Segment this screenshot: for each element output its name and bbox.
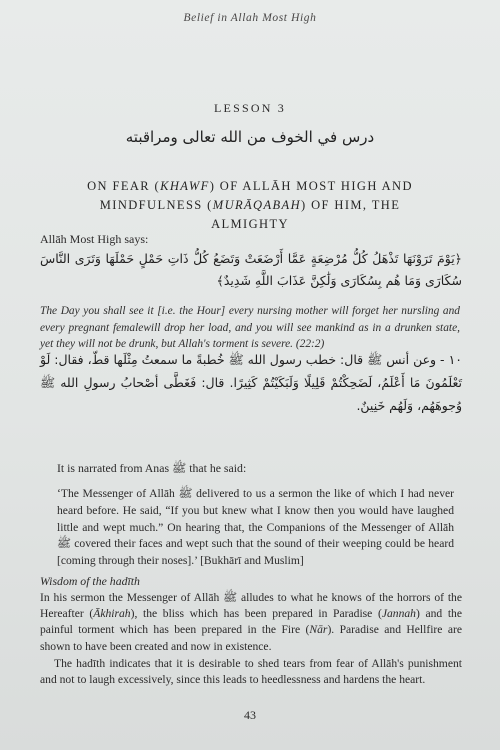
wisdom-term: Nār — [309, 623, 328, 637]
wisdom-paragraph: The hadīth indicates that it is desirable to shed tears from fear of Allāh's punishment and not to laugh excessively, since this leads to heedlessness and hardens the heart. — [40, 656, 462, 687]
chapter-title-part: ) OF ALLĀH MOST HIGH AND MINDFULNESS ( — [99, 179, 413, 212]
hadith-arabic: ١٠ - وعن أنس ﷺ قال: خطب رسول الله ﷺ خُطبةً ما سمعتُ مِثْلَها قطّ، فقال: لَوْ تَعْلَمُونَ مَا أَعْلَمُ، لَضَحِكْتُمْ قَلِيلًا وَلَبَكَيْتُمْ كَثِيرًا. قال: فَغَطَّى أصْحابُ رسولِ الله ﷺ وُجوهَهُم، وَلَهُم خَنِينٌ. — [40, 352, 462, 413]
page-number: 43 — [244, 708, 256, 722]
chapter-title-term: KHAWF — [160, 179, 210, 193]
running-head: Belief in Allah Most High — [183, 12, 317, 24]
wisdom-body — [40, 590, 462, 688]
hadith-translation: ‘The Messenger of Allāh ﷺ delivered to us a sermon the like of which I had never heard before. He said, “If you but knew what I know then you would have laughed little and wept much.” On hearing that, the Companions of the Messenger of Allāh ﷺ covered their faces and wept such that the sound of their weeping could be heard [coming through their noses].’ [Bukhārī and Muslim] — [57, 487, 455, 568]
wisdom-term: Jannah — [381, 607, 416, 621]
wisdom-text: ) and the painful torment which has been prepared in the Fire ( — [40, 607, 462, 637]
quran-verse-translation: The Day you shall see it [i.e. the Hour] every nursing mother will forget her nursling and every pregnant femalewill drop her load, and you will see mankind as in a drunken state, yet they will not be drunk, but Allah's torment is severe. (22:2) — [40, 305, 460, 350]
wisdom-heading: Wisdom of the hadīth — [40, 574, 140, 588]
quran-lead-in: Allāh Most High says: — [40, 232, 149, 246]
arabic-lesson-title: درس في الخوف من الله تعالى ومراقبته — [125, 128, 375, 146]
wisdom-term: Ākhirah — [93, 607, 131, 621]
quran-verse-arabic: ﴿يَوْمَ تَرَوْنَهَا تَذْهَلُ كُلُّ مُرْضِعَةٍ عَمَّا أَرْضَعَتْ وَتَضَعُ كُلُّ ذَاتِ حَمْلٍ حَمْلَهَا وَتَرَى النَّاسَ سُكَارَى وَمَا هُم بِسُكَارَى وَلَٰكِنَّ عَذَابَ اللَّهِ شَدِيدٌ﴾ — [40, 251, 462, 288]
chapter-title-part: ) OF HIM, THE ALMIGHTY — [211, 198, 401, 231]
wisdom-text: ). Paradise and Hellfire are shown to have been created and now in existence. — [40, 623, 462, 653]
chapter-title-term: MURĀQABAH — [212, 198, 302, 212]
wisdom-text: In his sermon the Messenger of Allāh ﷺ alludes to what he knows of the horrors of the Hereafter ( — [40, 591, 462, 621]
chapter-title-part: ON FEAR ( — [87, 179, 161, 193]
narration-intro: It is narrated from Anas ﷺ that he said: — [57, 461, 247, 475]
wisdom-text: ), the bliss which has been prepared in Paradise ( — [130, 607, 382, 621]
wisdom-paragraph — [40, 590, 462, 655]
chapter-title — [60, 177, 440, 234]
lesson-label: LESSON 3 — [214, 101, 286, 115]
